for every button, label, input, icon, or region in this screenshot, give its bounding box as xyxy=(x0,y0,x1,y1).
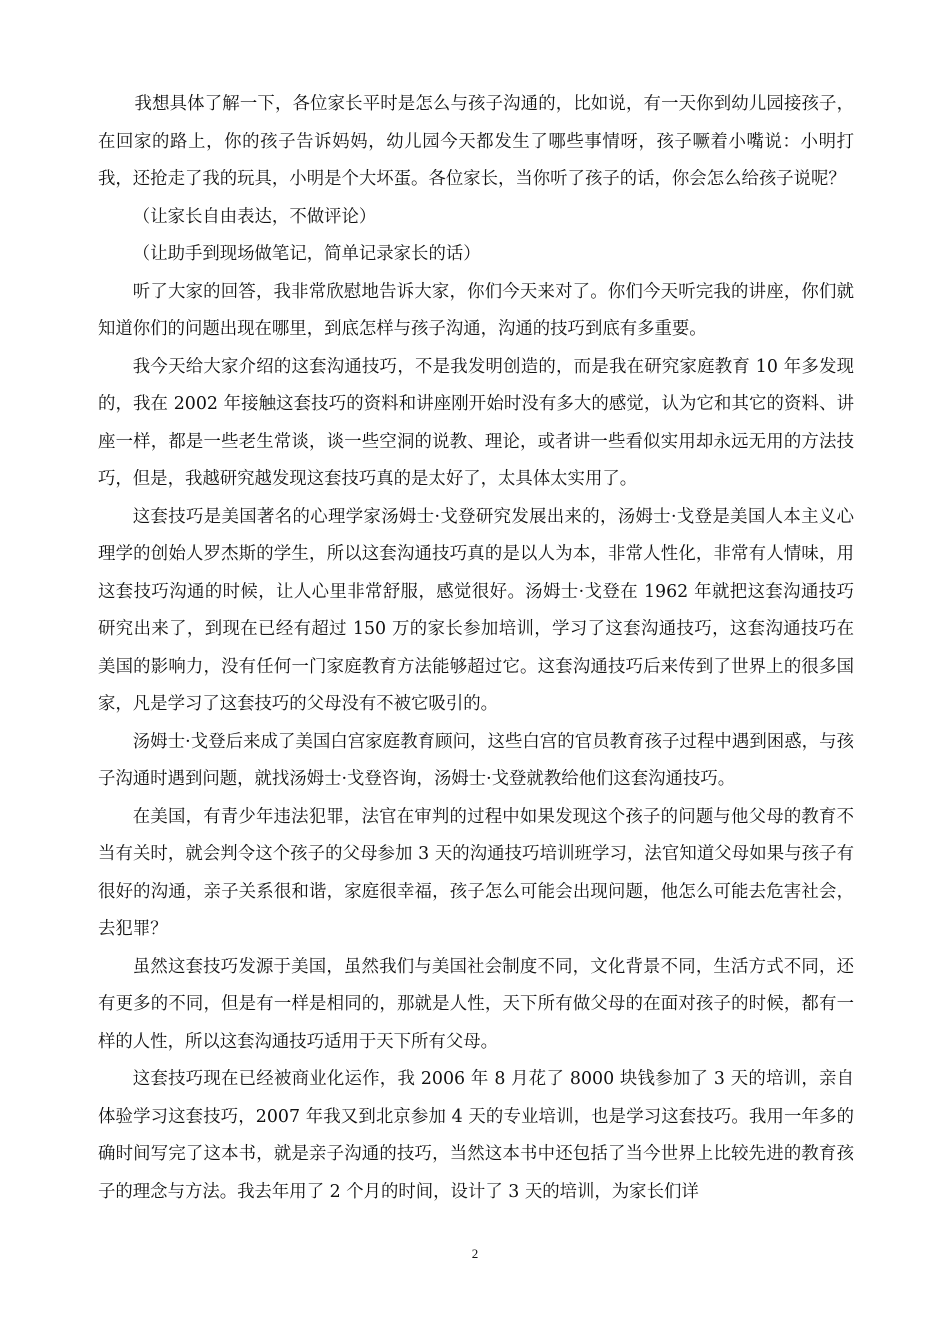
paragraph-note-assistant: （让助手到现场做笔记，简单记录家长的话） xyxy=(132,244,481,264)
paragraph-gordon-origin: 这套技巧是美国著名的心理学家汤姆士·戈登研究发展出来的，汤姆士·戈登是美国人本主义心理学的创始人罗杰斯的学生，所以这套沟通技巧真的是以人为本，非常人性化，非常有人情味，用这套技巧沟通的时候，让人心里非常舒服，感觉很好。汤姆士·戈登在 1962 年就把这套沟通技巧研究出来了，到现在已经有超过 150 万的家长参加培训，学习了这套沟通技巧，这套沟通技巧在美国的影响力，没有任何一门家庭教育方法能够超过它。这套沟通技巧后来传到了世界上的很多国家，凡是学习了这套技巧的父母没有不被它吸引的。 xyxy=(98,506,854,714)
paragraph-court: 在美国，有青少年违法犯罪，法官在审判的过程中如果发现这个孩子的问题与他父母的教育不当有关时，就会判令这个孩子的父母参加 3 天的沟通技巧培训班学习，法官知道父母如果与孩子有很好的沟通，亲子关系很和谐，家庭很幸福，孩子怎么可能会出现问题，他怎么可能去危害社会，去犯罪？ xyxy=(98,806,854,939)
page-number: 2 xyxy=(471,1246,479,1261)
paragraph-training: 这套技巧现在已经被商业化运作，我 2006 年 8 月花了 8000 块钱参加了 3 天的培训，亲自体验学习这套技巧，2007 年我又到北京参加 4 天的专业培训，也是学习这套技巧。我用一年多的确时间写完了这本书，就是亲子沟通的技巧，当然这本书中还包括了当今世界上比较先进的教育孩子的理念与方法。我去年用了 2 个月的时间，设计了 3 天的培训，为家长们详 xyxy=(98,1069,854,1202)
paragraph-response: 听了大家的回答，我非常欣慰地告诉大家，你们今天来对了。你们今天听完我的讲座，你们就知道你们的问题出现在哪里，到底怎样与孩子沟通，沟通的技巧到底有多重要。 xyxy=(98,281,854,339)
body-text xyxy=(98,86,854,1211)
paragraph-human-nature: 虽然这套技巧发源于美国，虽然我们与美国社会制度不同，文化背景不同，生活方式不同，还有更多的不同，但是有一样是相同的，那就是人性，天下所有做父母的在面对孩子的时候，都有一样的人性，所以这套沟通技巧适用于天下所有父母。 xyxy=(98,956,854,1052)
paragraph-introduction: 我今天给大家介绍的这套沟通技巧，不是我发明创造的，而是我在研究家庭教育 10 年多发现的，我在 2002 年接触这套技巧的资料和讲座刚开始时没有多大的感觉，认为它和其它的资料、讲座一样，都是一些老生常谈，谈一些空洞的说教、理论，或者讲一些看似实用却永远无用的方法技巧，但是，我越研究越发现这套技巧真的是太好了，太具体太实用了。 xyxy=(98,356,854,489)
paragraph-note-free-expression: （让家长自由表达，不做评论） xyxy=(132,206,377,227)
paragraph-question: 我想具体了解一下，各位家长平时是怎么与孩子沟通的，比如说，有一天你到幼儿园接孩子，在回家的路上，你的孩子告诉妈妈，幼儿园今天都发生了哪些事情呀，孩子噘着小嘴说：小明打我，还抢走了我的玩具，小明是个大坏蛋。各位家长，当你听了孩子的话，你会怎么给孩子说呢？ xyxy=(98,94,854,189)
paragraph-white-house: 汤姆士·戈登后来成了美国白宫家庭教育顾问，这些白宫的官员教育孩子过程中遇到困惑，与孩子沟通时遇到问题，就找汤姆士·戈登咨询，汤姆士·戈登就教给他们这套沟通技巧。 xyxy=(98,731,854,789)
